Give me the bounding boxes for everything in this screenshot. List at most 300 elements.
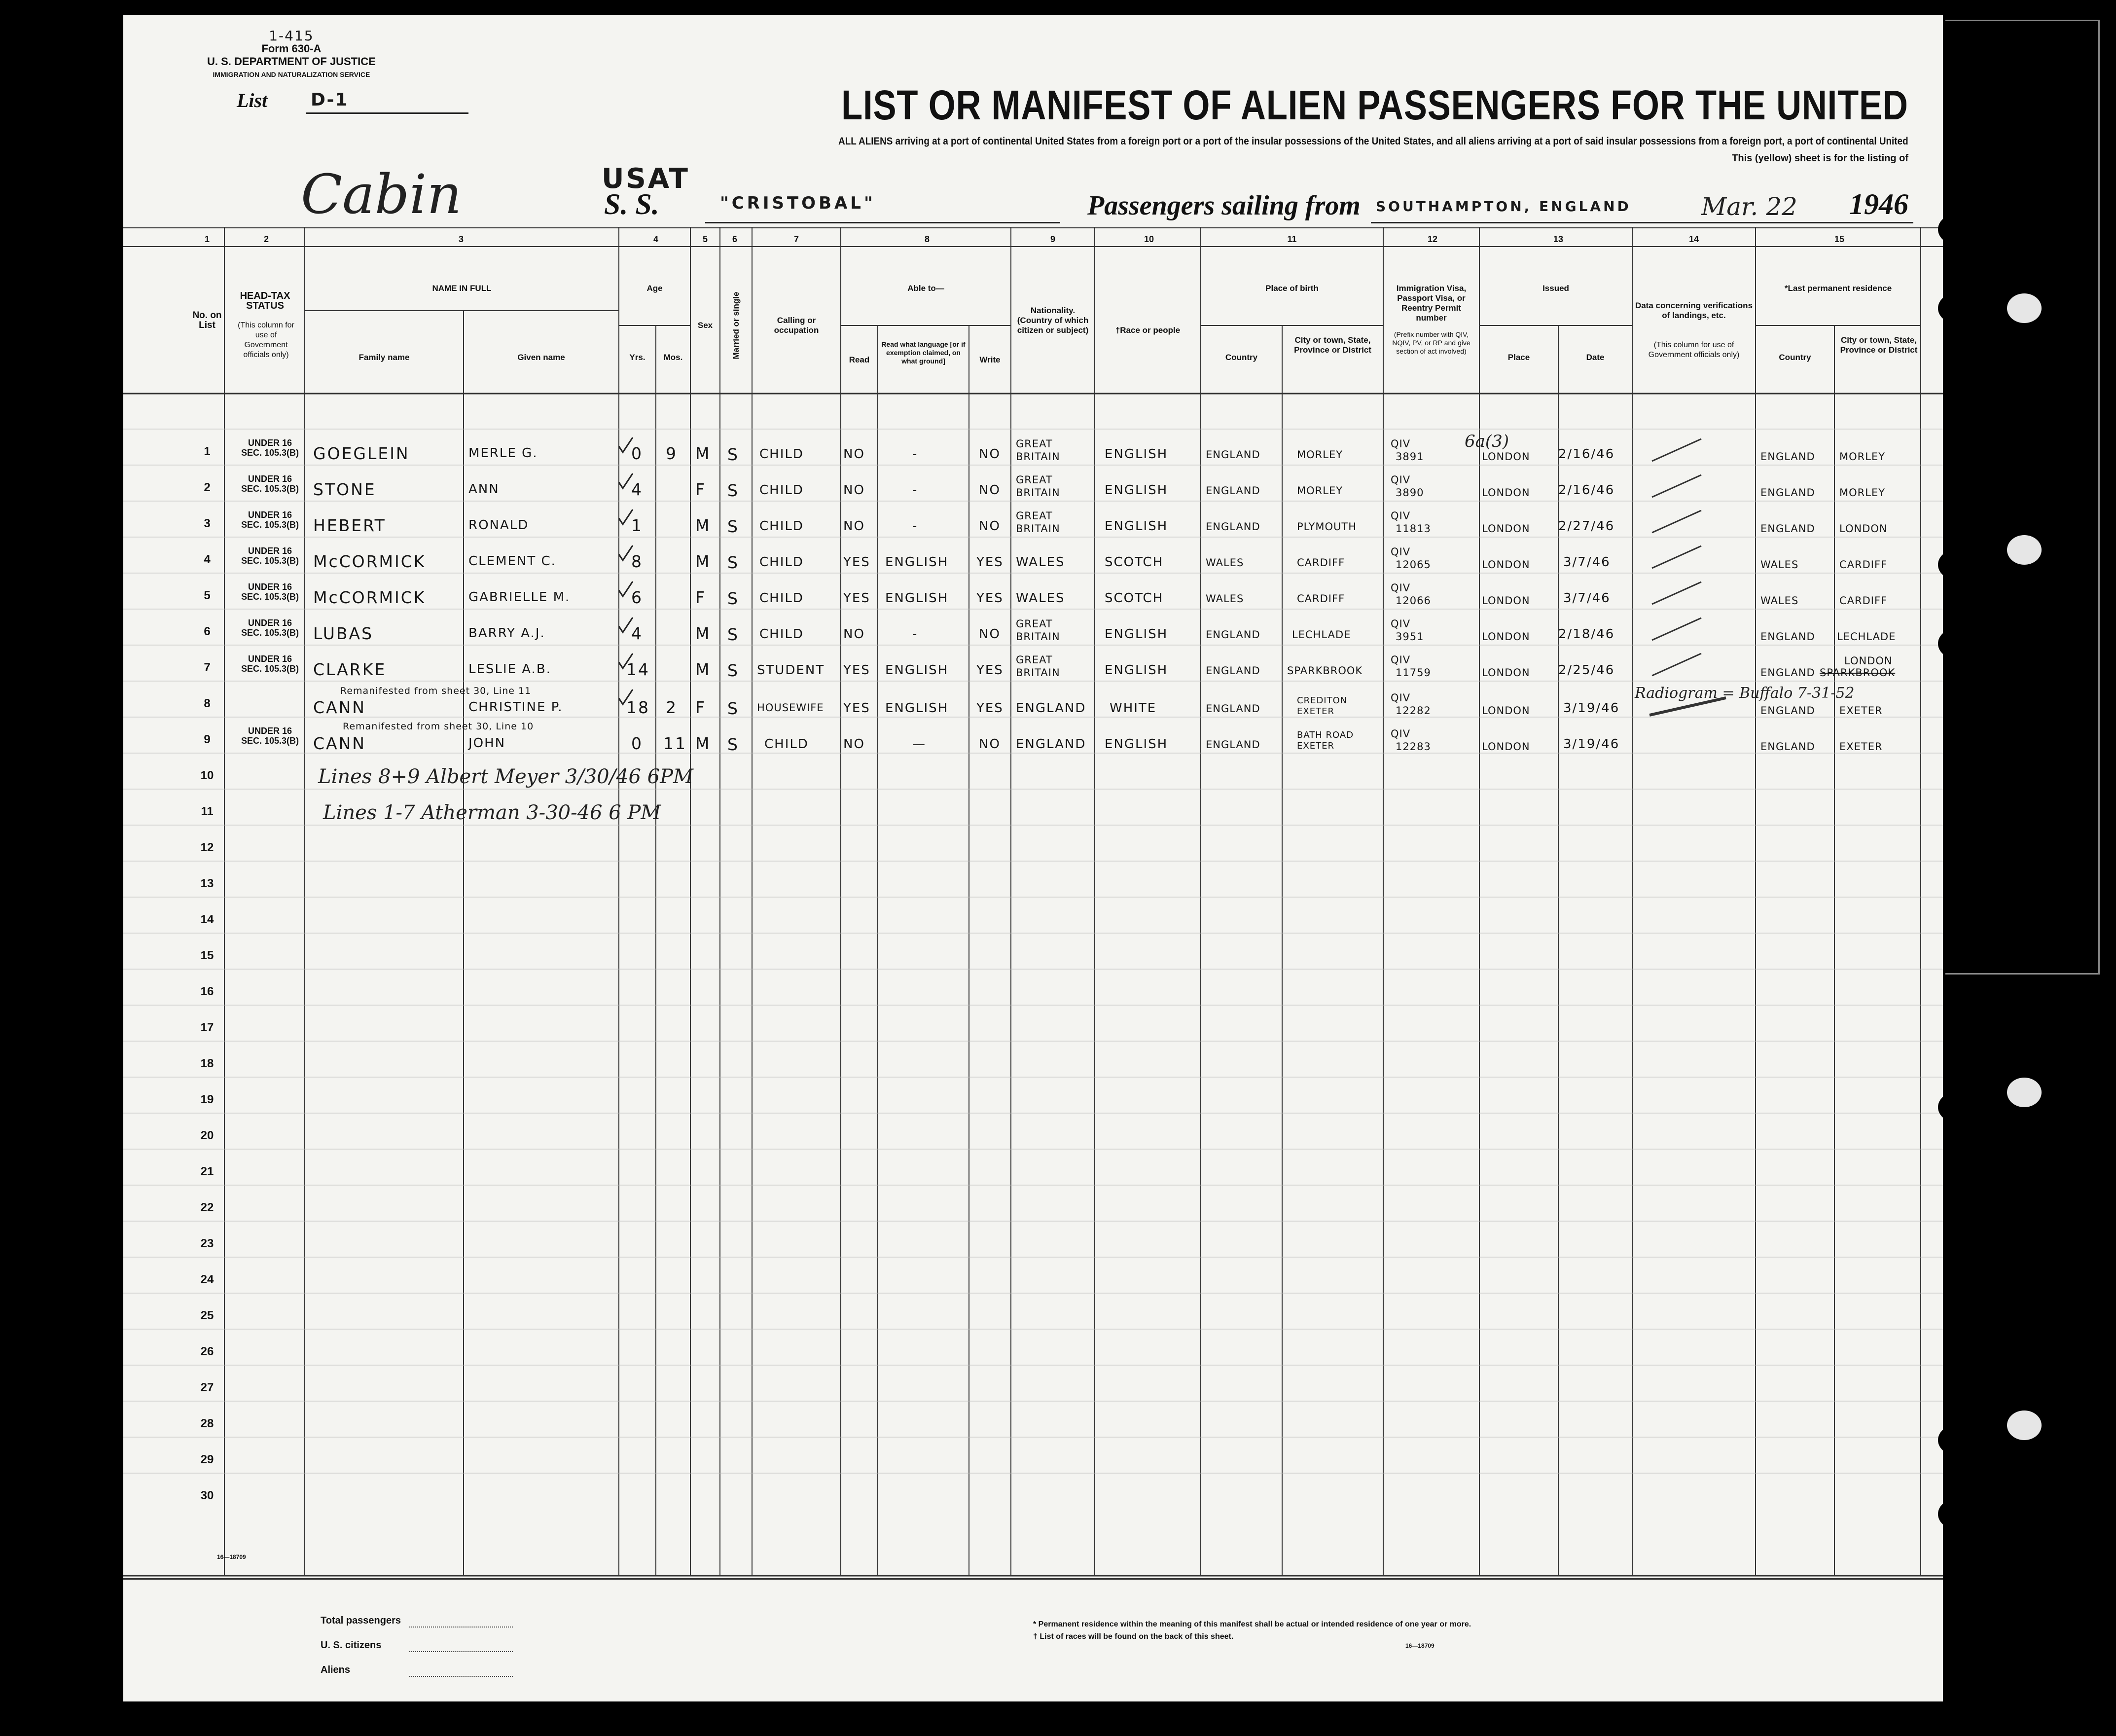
passenger-family-name: CLARKE — [313, 660, 387, 679]
header-race: †Race or people — [1115, 326, 1181, 335]
passenger-res-country: ENGLAND — [1760, 523, 1815, 535]
passenger-nationality-1: GREAT — [1016, 474, 1053, 486]
passenger-occupation: CHILD — [759, 483, 804, 498]
passenger-res-city: LONDON — [1839, 523, 1888, 535]
passenger-given-name: ANN — [468, 482, 500, 497]
row-number: 27 — [200, 1381, 214, 1394]
passenger-res-country: ENGLAND — [1760, 487, 1815, 499]
footer-rule — [123, 1578, 1943, 1580]
header-head-tax-note: (This column for use of Government officials only) — [238, 321, 294, 359]
passenger-sex: M — [695, 516, 711, 535]
col-num-14: 14 — [1688, 234, 1699, 244]
header-visa-note: (Prefix number with QIV, NQIV, PV, or RP and give section of act involved) — [1392, 330, 1470, 355]
passenger-birth-city: PLYMOUTH — [1297, 521, 1357, 533]
passenger-age-yrs: 6 — [631, 588, 643, 607]
passenger-birth-city: CARDIFF — [1297, 557, 1345, 569]
col-num-11: 11 — [1287, 234, 1297, 244]
passenger-issued-place: LONDON — [1482, 741, 1530, 753]
port-underline — [1371, 222, 1706, 223]
head-tax-stamp: UNDER 16 SEC. 105.3(B) — [241, 474, 299, 494]
radiogram-note: Radiogram = Buffalo 7-31-52 — [1635, 685, 1855, 702]
header-visa: Immigration Visa, Passport Visa, or Reentry Permit number — [1396, 284, 1467, 323]
col-num-8: 8 — [924, 234, 930, 244]
list-value: D-1 — [311, 90, 349, 110]
passenger-sex: M — [695, 660, 711, 679]
passenger-marital: S — [727, 735, 739, 754]
row-number: 3 — [204, 517, 211, 530]
passenger-read: NO — [843, 519, 865, 534]
passenger-marital: S — [727, 553, 739, 572]
form-handwritten-ref: 1-415 — [269, 28, 314, 44]
passenger-given-name: JOHN — [468, 736, 506, 751]
passenger-visa-2: 12283 — [1396, 741, 1431, 753]
col-num-15: 15 — [1834, 234, 1845, 244]
passenger-family-name: McCORMICK — [313, 588, 426, 607]
passenger-sex: M — [695, 624, 711, 643]
footer-us-citizens: U. S. citizens — [321, 1640, 382, 1651]
header-yrs: Yrs. — [629, 353, 646, 362]
passenger-age-mos: 9 — [666, 444, 678, 463]
passenger-language: ENGLISH — [885, 701, 949, 716]
col-num-5: 5 — [702, 234, 708, 244]
passenger-birth-country: WALES — [1206, 557, 1244, 569]
row-number: 17 — [200, 1021, 214, 1034]
col-num-7: 7 — [793, 234, 799, 244]
passenger-birth-city: CARDIFF — [1297, 593, 1345, 605]
passenger-read: NO — [843, 447, 865, 462]
passenger-occupation: STUDENT — [757, 663, 825, 678]
row-number: 28 — [200, 1417, 214, 1430]
header-write: Write — [979, 355, 1001, 364]
cabin-note: Cabin — [301, 163, 462, 226]
passenger-marital: S — [727, 481, 739, 500]
row-number: 6 — [204, 625, 211, 638]
passenger-res-city: EXETER — [1839, 705, 1883, 717]
passenger-nationality-2: BRITAIN — [1016, 667, 1060, 679]
passenger-read: NO — [843, 737, 865, 752]
row-number: 11 — [201, 805, 214, 818]
head-tax-stamp: UNDER 16 SEC. 105.3(B) — [241, 618, 299, 638]
passenger-nationality-1: ENGLAND — [1016, 701, 1086, 716]
passenger-write: NO — [979, 737, 1001, 752]
row-number: 15 — [200, 949, 214, 962]
row-number: 24 — [200, 1273, 214, 1286]
passenger-marital: S — [727, 445, 739, 464]
passenger-occupation: CHILD — [759, 447, 804, 462]
passenger-race: SCOTCH — [1105, 555, 1164, 570]
row-number: 1 — [204, 445, 211, 458]
passenger-visa-2: 3891 — [1396, 451, 1424, 463]
passenger-write: NO — [979, 483, 1001, 498]
row-number: 13 — [200, 877, 214, 890]
header-name-in-full: NAME IN FULL — [432, 284, 492, 293]
remanifested-note-2: Remanifested from sheet 30, Line 10 — [343, 721, 534, 732]
passenger-birth-country: ENGLAND — [1206, 485, 1260, 497]
passenger-marital: S — [727, 589, 739, 608]
head-tax-stamp: UNDER 16 SEC. 105.3(B) — [241, 546, 299, 566]
list-underline — [306, 112, 468, 114]
header-calling: Calling or occupation — [774, 316, 819, 335]
header-res-city: City or town, State, Province or District — [1840, 335, 1918, 355]
head-tax-stamp: UNDER 16 SEC. 105.3(B) — [241, 438, 299, 458]
form-department: U. S. DEPARTMENT OF JUSTICE — [207, 55, 376, 68]
footer-print-code-left: 16—18709 — [217, 1554, 246, 1560]
passenger-birth-city: SPARKBROOK — [1287, 665, 1363, 677]
passenger-given-name: CHRISTINE P. — [468, 700, 563, 715]
header-nationality: Nationality. (Country of which citizen or subject) — [1017, 306, 1089, 335]
footer-aliens: Aliens — [321, 1664, 351, 1675]
passenger-read: NO — [843, 483, 865, 498]
footer-line-total — [409, 1627, 513, 1628]
passenger-given-name: MERLE G. — [468, 446, 538, 461]
ss-label: S. S. — [604, 188, 659, 220]
col-num-10: 10 — [1144, 234, 1154, 244]
header-read-what: Read what language [or if exemption claimed, on what ground] — [881, 340, 966, 365]
passenger-language: — — [912, 737, 926, 752]
footer-total-passengers: Total passengers — [321, 1615, 401, 1626]
passenger-res-country: ENGLAND — [1760, 451, 1815, 463]
sailing-label: Passengers sailing from — [1087, 190, 1361, 221]
header-issued: Issued — [1542, 284, 1569, 293]
passenger-family-name: LUBAS — [313, 624, 374, 643]
passenger-birth-city: MORLEY — [1297, 449, 1343, 461]
passenger-res-country: WALES — [1760, 559, 1799, 571]
row-number: 26 — [200, 1345, 214, 1358]
passenger-sex: F — [695, 698, 706, 717]
row-number: 12 — [200, 841, 214, 854]
passenger-race: ENGLISH — [1105, 737, 1168, 752]
row-number: 8 — [204, 697, 211, 710]
row-number: 30 — [200, 1489, 214, 1502]
header-mos: Mos. — [663, 353, 683, 362]
footer-note-races: † List of races will be found on the back of this sheet. — [1033, 1632, 1234, 1641]
passenger-visa-1: QIV — [1391, 728, 1411, 740]
passenger-race: ENGLISH — [1105, 663, 1168, 678]
passenger-nationality-2: BRITAIN — [1016, 451, 1060, 463]
passenger-given-name: RONALD — [468, 518, 529, 533]
header-res-country: Country — [1779, 353, 1811, 362]
passenger-nationality-2: BRITAIN — [1016, 631, 1060, 643]
passenger-issued-date: 2/25/46 — [1558, 663, 1615, 678]
passenger-marital: S — [727, 625, 739, 644]
passenger-nationality-2: BRITAIN — [1016, 523, 1060, 535]
passenger-write: NO — [979, 447, 1001, 462]
passenger-birth-country: ENGLAND — [1206, 521, 1260, 533]
header-no-on-list: No. on List — [192, 310, 222, 330]
passenger-sex: M — [695, 444, 711, 463]
passenger-visa-2: 12065 — [1396, 559, 1431, 571]
header-head-tax: HEAD-TAX STATUS — [240, 290, 290, 311]
passenger-sex: F — [695, 588, 706, 607]
passenger-issued-date: 2/16/46 — [1558, 447, 1615, 462]
passenger-language: ENGLISH — [885, 591, 949, 606]
passenger-res-country: WALES — [1760, 595, 1799, 607]
passenger-nationality-1: GREAT — [1016, 438, 1053, 450]
col-num-3: 3 — [458, 234, 464, 244]
head-tax-stamp: UNDER 16 SEC. 105.3(B) — [241, 510, 299, 530]
header-birth-country: Country — [1225, 353, 1258, 362]
header-able-to: Able to— — [907, 284, 944, 293]
passenger-issued-place: LONDON — [1482, 631, 1530, 643]
passenger-age-yrs: 1 — [631, 516, 643, 535]
passenger-visa-1: QIV — [1391, 510, 1411, 522]
passenger-issued-place: LONDON — [1482, 595, 1530, 607]
footer-print-code: 16—18709 — [1405, 1642, 1435, 1649]
passenger-nationality-1: GREAT — [1016, 510, 1053, 522]
passenger-age-yrs: 0 — [631, 734, 643, 753]
passenger-language: - — [912, 483, 918, 498]
row-number: 29 — [200, 1453, 214, 1466]
passenger-issued-date: 3/7/46 — [1563, 591, 1611, 606]
vessel-name: "CRISTOBAL" — [720, 193, 876, 213]
passenger-nationality-1: GREAT — [1016, 654, 1053, 666]
passenger-birth-city: MORLEY — [1297, 485, 1343, 497]
passenger-family-name: GOEGLEIN — [313, 444, 410, 463]
header-place-of-birth: Place of birth — [1265, 284, 1319, 293]
passenger-birth-country: ENGLAND — [1206, 665, 1260, 677]
passenger-birth-country: ENGLAND — [1206, 703, 1260, 715]
passenger-issued-place: LONDON — [1482, 667, 1530, 679]
sailing-date: Mar. 22 — [1701, 192, 1797, 221]
passenger-race: ENGLISH — [1105, 519, 1168, 534]
passenger-age-yrs: 0 — [631, 444, 643, 463]
passenger-family-name: HEBERT — [313, 516, 386, 535]
passenger-birth-city: LECHLADE — [1292, 629, 1351, 641]
passenger-given-name: LESLIE A.B. — [468, 662, 551, 677]
head-tax-stamp: UNDER 16 SEC. 105.3(B) — [241, 654, 299, 674]
passenger-nationality-1: GREAT — [1016, 618, 1053, 630]
passenger-res-city: SPARKBROOK — [1820, 667, 1896, 679]
passenger-given-name: BARRY A.J. — [468, 626, 545, 641]
passenger-visa-1: QIV — [1391, 474, 1411, 486]
adjacent-page-edge — [1945, 20, 2100, 975]
passenger-visa-1: QIV — [1391, 438, 1411, 450]
form-number: Form 630-A — [261, 42, 322, 55]
passenger-read: YES — [843, 555, 870, 570]
handwritten-note-line11: Lines 1-7 Atherman 3-30-46 6 PM — [323, 801, 661, 824]
row-number: 10 — [200, 769, 214, 782]
remanifested-note-1: Remanifested from sheet 30, Line 11 — [340, 686, 532, 696]
subtitle-2: This (yellow) sheet is for the listing of — [1732, 153, 1908, 164]
passenger-race: ENGLISH — [1105, 483, 1168, 498]
col-num-9: 9 — [1050, 234, 1055, 244]
passenger-visa-2: 12066 — [1396, 595, 1431, 607]
col-num-13: 13 — [1553, 234, 1564, 244]
passenger-read: YES — [843, 701, 870, 716]
passenger-issued-date: 2/18/46 — [1558, 627, 1615, 642]
row7-res-note: LONDON — [1844, 655, 1893, 667]
row-number: 22 — [200, 1201, 214, 1214]
vessel-underline — [705, 222, 1060, 223]
passenger-read: NO — [843, 627, 865, 642]
passenger-sex: M — [695, 552, 711, 571]
passenger-sex: F — [695, 480, 706, 499]
passenger-language: - — [912, 447, 918, 462]
col-num-12: 12 — [1427, 234, 1438, 244]
form-info — [207, 30, 376, 81]
row-number: 7 — [204, 661, 211, 674]
row-number: 16 — [200, 985, 214, 998]
head-tax-stamp: UNDER 16 SEC. 105.3(B) — [241, 726, 299, 746]
passenger-age-yrs: 4 — [631, 480, 643, 499]
passenger-occupation: CHILD — [759, 591, 804, 606]
passenger-age-yrs: 4 — [631, 624, 643, 643]
header-given-name: Given name — [517, 353, 565, 362]
passenger-family-name: CANN — [313, 734, 366, 753]
passenger-language: ENGLISH — [885, 555, 949, 570]
col-num-4: 4 — [653, 234, 658, 244]
passenger-issued-place: LONDON — [1482, 451, 1530, 463]
passenger-family-name: McCORMICK — [313, 552, 426, 571]
footer-note-residence: * Permanent residence within the meaning of this manifest shall be actual or intended residence of one year or more. — [1033, 1620, 1471, 1628]
header-married: Married or single — [731, 291, 741, 360]
passenger-issued-date: 2/27/46 — [1558, 519, 1615, 534]
passenger-write: YES — [976, 663, 1004, 678]
col-num-2: 2 — [263, 234, 269, 244]
header-last-residence: *Last permanent residence — [1784, 284, 1892, 293]
passenger-read: YES — [843, 591, 870, 606]
passenger-res-country: ENGLAND — [1760, 705, 1815, 717]
footer-line-aliens — [409, 1676, 513, 1677]
header-read: Read — [849, 355, 870, 364]
passenger-nationality-1: ENGLAND — [1016, 737, 1086, 752]
header-issued-date: Date — [1586, 353, 1605, 362]
header-birth-city: City or town, State, Province or District — [1294, 335, 1371, 355]
passenger-nationality-1: WALES — [1016, 555, 1065, 570]
passenger-occupation: CHILD — [759, 555, 804, 570]
passenger-visa-2: 11759 — [1396, 667, 1431, 679]
passenger-visa-1: QIV — [1391, 618, 1411, 630]
passenger-issued-date: 2/16/46 — [1558, 483, 1615, 498]
passenger-age-yrs: 8 — [631, 552, 643, 571]
subtitle-1: ALL ALIENS arriving at a port of continental United States from a foreign port or a port of the insular possessions of the United States, and all aliens arriving at a port of said insular possessions from a foreign port, a port of continental United — [838, 136, 1908, 147]
manifest-sheet — [123, 15, 1943, 1701]
handwritten-note-line10: Lines 8+9 Albert Meyer 3/30/46 6PM — [318, 765, 693, 788]
passenger-issued-date: 3/7/46 — [1563, 555, 1611, 570]
header-sex: Sex — [697, 321, 713, 330]
passenger-res-country: ENGLAND — [1760, 631, 1815, 643]
passenger-language: ENGLISH — [885, 663, 949, 678]
passenger-birth-country: ENGLAND — [1206, 449, 1260, 461]
passenger-visa-2: 12282 — [1396, 705, 1431, 717]
passenger-res-country: ENGLAND — [1760, 667, 1815, 679]
passenger-occupation: CHILD — [759, 627, 804, 642]
margin-punch-hole — [2007, 1078, 2042, 1107]
passenger-issued-place: LONDON — [1482, 523, 1530, 535]
passenger-language: - — [912, 627, 918, 642]
row-number: 4 — [204, 553, 211, 566]
passenger-visa-2: 3890 — [1396, 487, 1424, 499]
manifest-table-grid — [123, 227, 1943, 1578]
vessel-prefix: USAT — [602, 163, 690, 195]
passenger-issued-date: 3/19/46 — [1563, 701, 1620, 716]
passenger-age-mos: 2 — [666, 698, 678, 717]
passenger-marital: S — [727, 699, 739, 718]
verification-strokes — [1642, 434, 1741, 750]
header-data-concerning: Data concerning verifications of landings, etc. — [1635, 301, 1753, 320]
passenger-birth-city: CREDITON EXETER — [1297, 695, 1348, 717]
passenger-age-yrs: 18 — [626, 698, 650, 717]
passenger-write: NO — [979, 627, 1001, 642]
head-tax-stamp: UNDER 16 SEC. 105.3(B) — [241, 582, 299, 602]
passenger-res-city: CARDIFF — [1839, 595, 1888, 607]
passenger-birth-city: BATH ROAD EXETER — [1297, 730, 1354, 751]
row-number: 21 — [200, 1165, 214, 1178]
sailing-year: 1946 — [1849, 188, 1908, 220]
passenger-sex: M — [695, 734, 711, 753]
passenger-marital: S — [727, 661, 739, 680]
passenger-visa-2: 11813 — [1396, 523, 1431, 535]
passenger-race: ENGLISH — [1105, 627, 1168, 642]
passenger-occupation: CHILD — [759, 519, 804, 534]
passenger-marital: S — [727, 517, 739, 536]
passenger-nationality-2: BRITAIN — [1016, 487, 1060, 499]
passenger-issued-place: LONDON — [1482, 705, 1530, 717]
passenger-age-yrs: 14 — [626, 660, 650, 679]
sailing-port: SOUTHAMPTON, ENGLAND — [1376, 198, 1631, 215]
passenger-res-city: EXETER — [1839, 741, 1883, 753]
page-title: LIST OR MANIFEST OF ALIEN PASSENGERS FOR THE UNITED — [841, 82, 1908, 128]
passenger-read: YES — [843, 663, 870, 678]
passenger-write: NO — [979, 519, 1001, 534]
passenger-language: - — [912, 519, 918, 534]
passenger-visa-1: QIV — [1391, 654, 1411, 666]
col-num-1: 1 — [204, 234, 210, 244]
header-data-note: (This column for use of Government officials only) — [1648, 341, 1740, 359]
passenger-given-name: GABRIELLE M. — [468, 590, 571, 605]
passenger-visa-1: QIV — [1391, 692, 1411, 704]
passenger-res-city: MORLEY — [1839, 451, 1886, 463]
passenger-res-city: CARDIFF — [1839, 559, 1888, 571]
passenger-given-name: CLEMENT C. — [468, 554, 556, 569]
row-number: 18 — [200, 1057, 214, 1070]
passenger-birth-country: ENGLAND — [1206, 739, 1260, 751]
passenger-visa-1: QIV — [1391, 546, 1411, 558]
list-label: List — [237, 89, 268, 111]
passenger-issued-place: LONDON — [1482, 559, 1530, 571]
passenger-birth-country: WALES — [1206, 593, 1244, 605]
row-number: 14 — [200, 913, 214, 926]
passenger-write: YES — [976, 701, 1004, 716]
passenger-res-city: LECHLADE — [1837, 631, 1896, 643]
row-number: 25 — [200, 1309, 214, 1322]
check-marks — [616, 434, 646, 750]
row-number: 19 — [200, 1093, 214, 1106]
row-number: 5 — [204, 589, 211, 602]
passenger-visa-2: 3951 — [1396, 631, 1424, 643]
visa-extra-note: 6a(3) — [1465, 432, 1509, 451]
passenger-race: WHITE — [1110, 701, 1157, 716]
footer-line-citizens — [409, 1651, 513, 1652]
header-age: Age — [646, 284, 663, 293]
passenger-birth-country: ENGLAND — [1206, 629, 1260, 641]
passenger-visa-1: QIV — [1391, 582, 1411, 594]
passenger-race: SCOTCH — [1105, 591, 1164, 606]
passenger-write: YES — [976, 591, 1004, 606]
passenger-issued-date: 3/19/46 — [1563, 737, 1620, 752]
row-number: 2 — [204, 481, 211, 494]
row-number: 20 — [200, 1129, 214, 1142]
margin-punch-hole — [2007, 1410, 2042, 1440]
passenger-write: YES — [976, 555, 1004, 570]
header-family-name: Family name — [359, 353, 410, 362]
passenger-family-name: CANN — [313, 698, 366, 717]
row-number: 23 — [200, 1237, 214, 1250]
passenger-occupation: CHILD — [764, 737, 809, 752]
row-number: 9 — [204, 733, 211, 746]
passenger-issued-place: LONDON — [1482, 487, 1530, 499]
passenger-race: ENGLISH — [1105, 447, 1168, 462]
